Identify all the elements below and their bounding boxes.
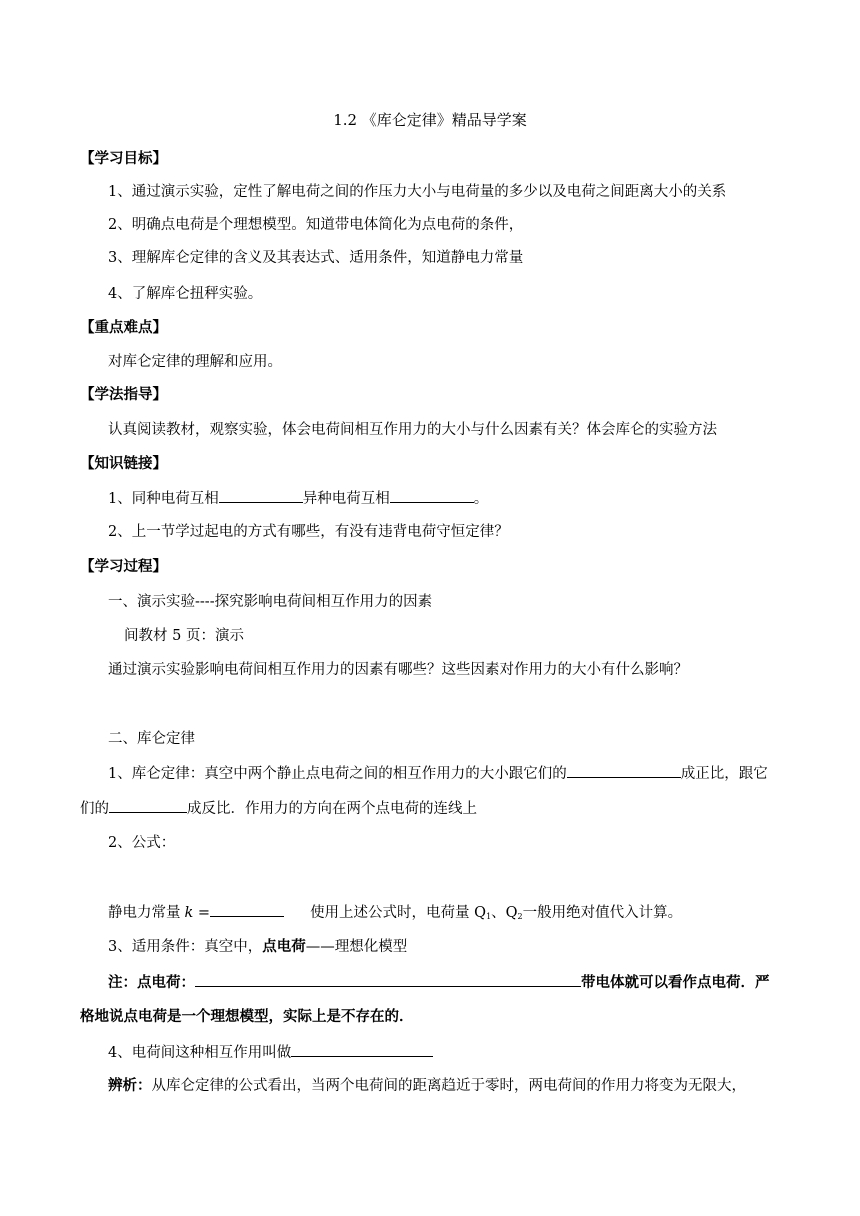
process-heading: 【学习过程】 [80, 558, 167, 575]
analysis-text: 从库仑定律的公式看出，当两个电荷间的距离趋近于零时，两电荷间的作用力将变为无限大， [151, 1078, 746, 1094]
goals-heading: 【学习目标】 [80, 150, 167, 167]
part2-title: 二、库仑定律 [108, 731, 195, 747]
analysis-line [108, 1076, 746, 1096]
blank-proportional[interactable] [567, 763, 681, 778]
note-line-1 [108, 972, 770, 993]
blank-opposite-charge[interactable] [390, 488, 474, 503]
note-label: 注：点电荷： [108, 974, 195, 991]
method-heading: 【学法指导】 [80, 386, 167, 403]
analysis-label: 辨析： [108, 1077, 152, 1094]
constant-note-b: 、Q [491, 905, 518, 921]
conditions-text-a: 3、适用条件：真空中， [108, 939, 263, 955]
part1-title: 一、演示实验----探究影响电荷间相互作用力的因素 [108, 594, 433, 610]
conditions-line [108, 937, 407, 957]
blank-inverse[interactable] [109, 798, 187, 813]
part1-reference: 间教材 5 页：演示 [124, 628, 244, 644]
key-heading: 【重点难点】 [80, 319, 167, 336]
goal-item-2: 2、明确点电荷是个理想模型。知道带电体简化为点电荷的条件， [108, 217, 524, 233]
charge-subscript-1: 1 [486, 912, 492, 921]
links-item-1-text-c: 。 [473, 491, 489, 507]
constant-symbol: k [184, 905, 194, 921]
links-item-1-text-b: 异种电荷互相 [302, 491, 390, 507]
blank-point-charge-condition[interactable] [195, 972, 581, 987]
key-text: 对库仑定律的理解和应用。 [108, 354, 282, 370]
item4-text: 4、电荷间这种相互作用叫做 [108, 1045, 292, 1061]
item4-line [108, 1042, 433, 1063]
goal-item-1: 1、通过演示实验，定性了解电荷之间的作压力大小与电荷量的多少以及电荷之间距离大小的关系 [108, 184, 727, 200]
document-title: 1.2 《库仑定律》精品导学案 [333, 111, 527, 129]
charge-subscript-2: 2 [517, 912, 523, 921]
coulomb-law-line-1 [108, 763, 768, 784]
coulomb-law-text-c: 们的 [80, 801, 109, 817]
conditions-text-c: ——理想化模型 [305, 939, 408, 955]
goal-item-3: 3、理解库仑定律的含义及其表达式、适用条件，知道静电力常量 [108, 250, 524, 266]
part1-question: 通过演示实验影响电荷间相互作用力的因素有哪些？这些因素对作用力的大小有什么影响？ [108, 662, 688, 678]
links-item-2: 2、上一节学过起电的方式有哪些，有没有违背电荷守恒定律？ [108, 524, 509, 540]
note-line-2: 格地说点电荷是一个理想模型，实际上是不存在的． [80, 1008, 414, 1025]
constant-note-c: 一般用绝对值代入计算。 [522, 905, 683, 921]
constant-label: 静电力常量 [108, 905, 181, 921]
constant-note-a: 使用上述公式时，电荷量 Q [310, 905, 487, 921]
coulomb-law-line-2 [80, 798, 477, 819]
goal-item-4: 4、了解库仑扭秤实验。 [108, 286, 263, 302]
links-item-1 [108, 488, 488, 509]
formula-label: 2、公式： [108, 835, 176, 851]
coulomb-law-text-b: 成正比，跟它 [680, 766, 768, 782]
links-item-1-text-a: 1、同种电荷互相 [108, 491, 219, 507]
conditions-point-charge: 点电荷 [262, 938, 306, 955]
constant-equals: = [193, 905, 211, 921]
links-heading: 【知识链接】 [80, 455, 167, 472]
blank-constant-value[interactable] [210, 902, 284, 917]
method-text: 认真阅读教材，观察实验，体会电荷间相互作用力的大小与什么因素有关？体会库仑的实验方法 [108, 422, 717, 438]
constant-line [108, 902, 682, 927]
blank-same-charge[interactable] [219, 488, 303, 503]
note-text-b: 带电体就可以看作点电荷．严 [581, 974, 770, 991]
coulomb-law-text-d: 成反比．作用力的方向在两个点电荷的连线上 [187, 801, 477, 817]
coulomb-law-text-a: 1、库仑定律：真空中两个静止点电荷之间的相互作用力的大小跟它们的 [108, 766, 567, 782]
blank-interaction-name[interactable] [291, 1042, 433, 1057]
